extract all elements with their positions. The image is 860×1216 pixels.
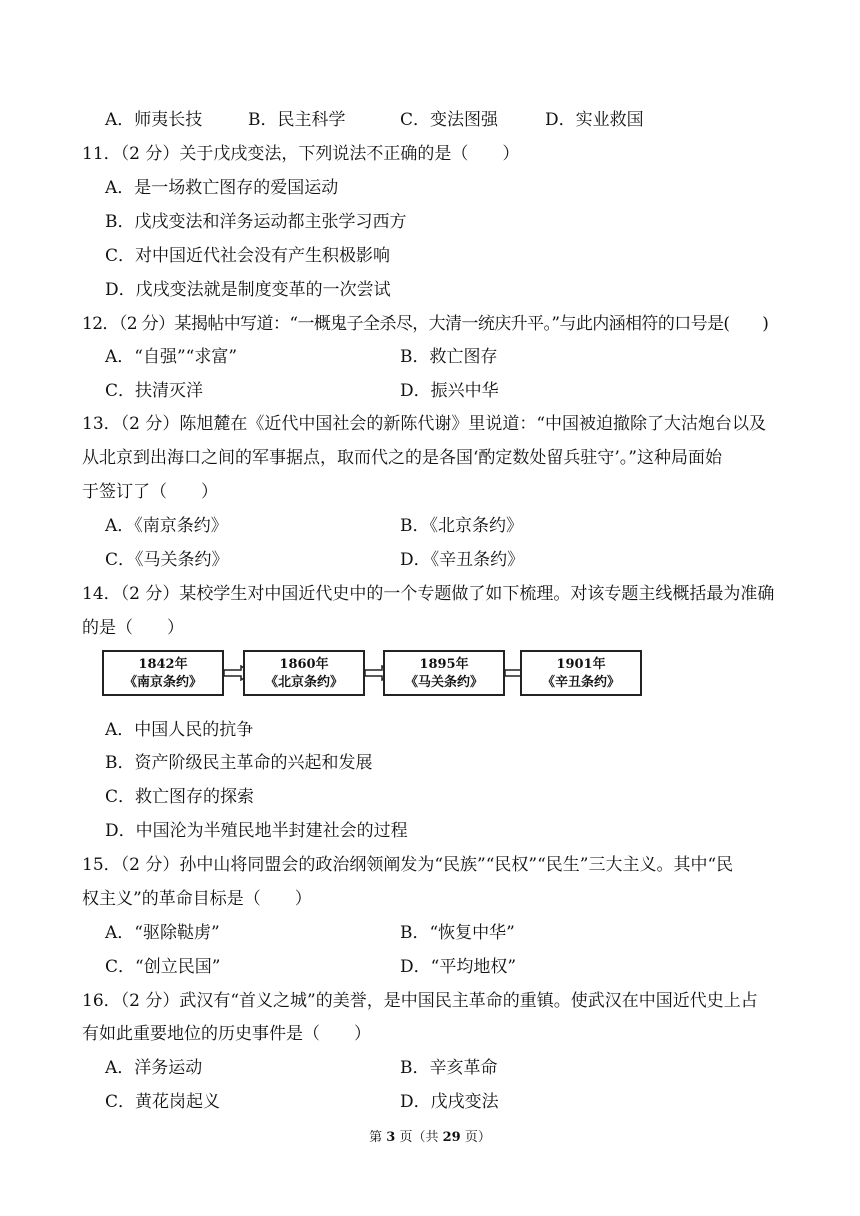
q10-option-d: D．实业救国 [545,110,644,130]
footer-text: 第 [369,1130,387,1145]
q16-option-d: D．戊戌变法 [400,1092,499,1112]
q13-stem-line3: 于签订了（ ） [82,482,218,502]
q15-stem-line1: 15．（2 分）孙中山将同盟会的政治纲领阐发为“民族”“民权”“民生”三大主义。其中“民 [82,855,734,875]
q10-option-a: A．师夷长技 [105,110,203,130]
footer-text: 页） [460,1130,491,1145]
timeline-box-1901 [520,650,642,696]
timeline-treaty: 《南京条约》 [123,675,202,690]
timeline-treaty: 《辛丑条约》 [541,675,620,690]
q12-option-a: A．“自强”“求富” [105,347,238,367]
timeline-treaty: 《马关条约》 [404,675,483,690]
q16-stem-line2: 有如此重要地位的历史事件是（ ） [82,1024,371,1044]
q16-stem-line1: 16．（2 分）武汉有“首义之城”的美誉，是中国民主革命的重镇。使武汉在中国近代史上占 [82,991,758,1011]
q12-option-d: D．振兴中华 [400,381,499,401]
footer-text: 页（共 [395,1130,443,1145]
timeline-year: 1901年 [556,657,606,672]
treaty-timeline-diagram [102,650,642,702]
page-footer [0,1129,860,1147]
q14-stem-line1: 14．（2 分）某校学生对中国近代史中的一个专题做了如下梳理。对该专题主线概括最为准确 [82,584,775,604]
timeline-treaty: 《北京条约》 [264,675,343,690]
timeline-year: 1842年 [138,657,188,672]
q13-option-c: C．《马关条约》 [105,550,229,570]
timeline-year: 1860年 [279,657,329,672]
q11-option-d: D．戊戌变法就是制度变革的一次尝试 [105,280,391,300]
q16-option-a: A．洋务运动 [105,1058,203,1078]
q15-option-a: A．“驱除鞑虏” [105,923,220,943]
q12-option-b: B．救亡图存 [400,347,498,367]
q15-option-d: D．“平均地权” [400,957,517,977]
q10-option-b: B．民主科学 [248,110,346,130]
q14-option-b: B．资产阶级民主革命的兴起和发展 [105,753,373,773]
timeline-year: 1895年 [419,657,469,672]
timeline-box-1860 [243,650,365,696]
total-pages: 29 [442,1130,461,1145]
q11-stem: 11．（2 分）关于戊戌变法，下列说法不正确的是（ ） [82,144,520,164]
timeline-box-1895 [383,650,505,696]
q15-stem-line2: 权主义”的革命目标是（ ） [82,889,312,909]
q12-option-c: C．扶清灭洋 [105,381,204,401]
q13-option-d: D．《辛丑条约》 [400,550,525,570]
q14-option-d: D．中国沦为半殖民地半封建社会的过程 [105,821,408,841]
q16-option-b: B．辛亥革命 [400,1058,498,1078]
q15-option-b: B．“恢复中华” [400,923,515,943]
q11-option-b: B．戊戌变法和洋务运动都主张学习西方 [105,212,407,232]
q12-stem: 12．（2 分）某揭帖中写道：“一概鬼子全杀尽，大清一统庆升平。”与此内涵相符的口号是( ) [82,314,769,334]
q11-option-c: C．对中国近代社会没有产生积极影响 [105,246,391,266]
q10-option-c: C．变法图强 [400,110,499,130]
q15-option-c: C．“创立民国” [105,957,221,977]
q14-option-a: A．中国人民的抗争 [105,720,254,740]
q16-option-c: C．黄花岗起义 [105,1092,221,1112]
q14-option-c: C．救亡图存的探索 [105,787,255,807]
page-number: 3 [386,1130,396,1145]
q13-option-a: A．《南京条约》 [105,516,228,536]
q13-stem-line2: 从北京到出海口之间的军事据点，取而代之的是各国‘酌定数处留兵驻守’。”这种局面始 [82,448,722,468]
timeline-box-1842 [102,650,224,696]
q11-option-a: A．是一场救亡图存的爱国运动 [105,178,339,198]
q14-stem-line2: 的是（ ） [82,618,184,638]
q13-option-b: B．《北京条约》 [400,516,523,536]
q13-stem-line1: 13．（2 分）陈旭麓在《近代中国社会的新陈代谢》里说道：“中国被迫撤除了大沽炮台以及 [82,414,767,434]
